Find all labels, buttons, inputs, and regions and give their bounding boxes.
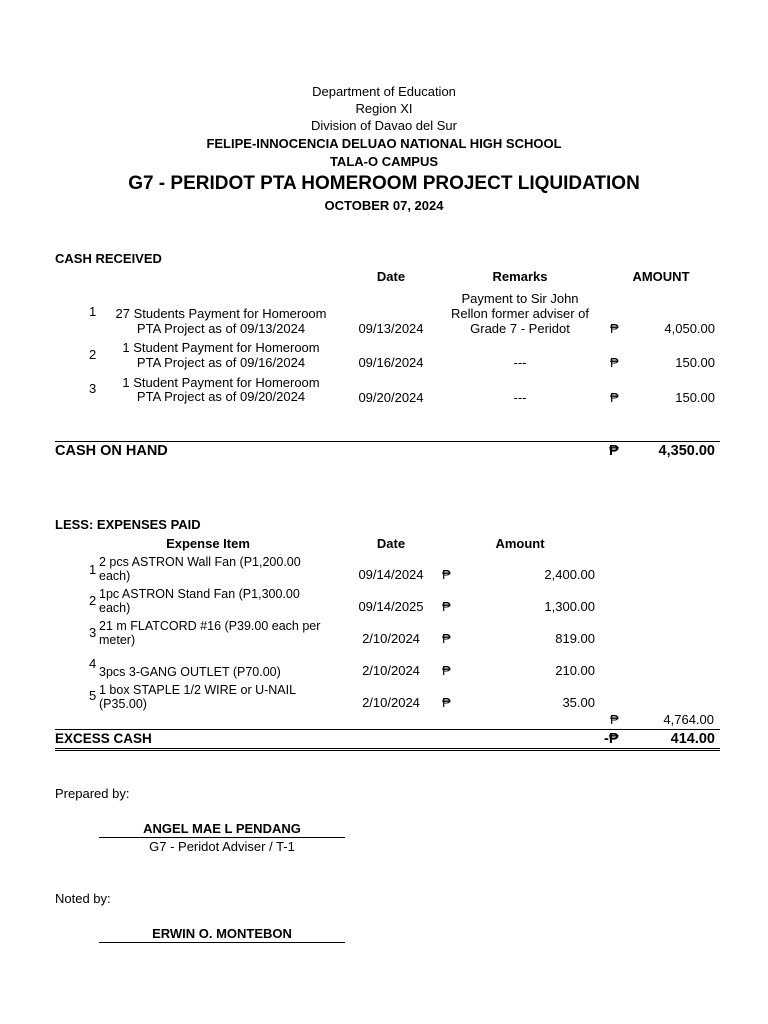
header-region: Region XI xyxy=(355,101,413,116)
row-number: 3 xyxy=(89,625,97,640)
row-number: 2 xyxy=(89,593,97,608)
peso-sign: ₱ xyxy=(442,567,451,582)
expense-amount: 1,300.00 xyxy=(544,599,595,614)
row-date: 09/20/2024 xyxy=(358,390,424,405)
peso-sign: ₱ xyxy=(609,443,619,459)
expense-date: 09/14/2025 xyxy=(358,599,424,614)
expense-item-line2: meter) xyxy=(99,633,136,647)
cash-on-hand-total: 4,350.00 xyxy=(658,443,715,459)
row-remarks-line3: Grade 7 - Peridot xyxy=(470,321,570,336)
col-header-expense-item: Expense Item xyxy=(166,536,250,551)
row-amount: 4,050.00 xyxy=(664,321,715,336)
prepared-by-name: ANGEL MAE L PENDANG xyxy=(143,821,301,836)
document-title: G7 - PERIDOT PTA HOMEROOM PROJECT LIQUIDATION xyxy=(128,173,640,194)
expense-item-line2: each) xyxy=(99,569,131,583)
expense-amount: 35.00 xyxy=(562,695,595,710)
expense-amount: 819.00 xyxy=(555,631,595,646)
divider-line xyxy=(55,748,720,749)
expenses-label: LESS: EXPENSES PAID xyxy=(55,517,201,532)
expense-item-line2: (P35.00) xyxy=(99,697,147,711)
peso-sign: ₱ xyxy=(442,631,451,646)
expense-item-line1: 2 pcs ASTRON Wall Fan (P1,200.00 xyxy=(99,555,301,569)
row-remarks: --- xyxy=(513,390,527,405)
expense-date: 2/10/2024 xyxy=(362,663,420,678)
row-date: 09/16/2024 xyxy=(358,355,424,370)
row-number: 1 xyxy=(89,304,97,319)
expense-item-line2: 3pcs 3-GANG OUTLET (P70.00) xyxy=(99,665,281,679)
expense-item-line2: each) xyxy=(99,601,131,615)
divider-line xyxy=(55,729,720,730)
signature-line xyxy=(99,837,345,838)
row-date: 09/13/2024 xyxy=(358,321,424,336)
row-remarks: --- xyxy=(513,355,527,370)
document-date: OCTOBER 07, 2024 xyxy=(324,198,444,213)
expense-date: 09/14/2024 xyxy=(358,567,424,582)
row-remarks-line2: Rellon former adviser of xyxy=(451,306,589,321)
row-remarks-line1: Payment to Sir John xyxy=(461,291,579,306)
header-campus: TALA-O CAMPUS xyxy=(329,154,439,169)
peso-sign: ₱ xyxy=(610,321,619,336)
divider-line xyxy=(55,750,720,751)
row-amount: 150.00 xyxy=(675,355,715,370)
excess-cash-amount: 414.00 xyxy=(670,731,715,747)
excess-currency: -₱ xyxy=(604,731,619,747)
row-description-line1: 27 Students Payment for Homeroom xyxy=(115,306,327,321)
noted-by-name: ERWIN O. MONTEBON xyxy=(152,926,292,941)
col-header-remarks: Remarks xyxy=(492,269,548,284)
row-description-line2: PTA Project as of 09/20/2024 xyxy=(136,389,306,404)
row-number: 5 xyxy=(89,688,97,703)
expense-date: 2/10/2024 xyxy=(362,695,420,710)
row-description-line2: PTA Project as of 09/16/2024 xyxy=(136,355,306,370)
expense-date: 2/10/2024 xyxy=(362,631,420,646)
row-number: 1 xyxy=(89,562,97,577)
noted-by-label: Noted by: xyxy=(55,891,111,906)
expense-item-line1: 1 box STAPLE 1/2 WIRE or U-NAIL xyxy=(99,683,297,697)
row-amount: 150.00 xyxy=(675,390,715,405)
peso-sign: ₱ xyxy=(610,712,619,727)
col-header-expense-amount: Amount xyxy=(495,536,545,551)
peso-sign: ₱ xyxy=(442,599,451,614)
header-department: Department of Education xyxy=(312,84,456,99)
peso-sign: ₱ xyxy=(442,695,451,710)
row-number: 4 xyxy=(89,656,97,671)
row-number: 2 xyxy=(89,347,97,362)
expenses-total: 4,764.00 xyxy=(663,712,714,727)
cash-on-hand-label: CASH ON HAND xyxy=(55,443,168,459)
row-number: 3 xyxy=(89,381,97,396)
row-description-line2: PTA Project as of 09/13/2024 xyxy=(136,321,306,336)
prepared-by-title: G7 - Peridot Adviser / T-1 xyxy=(149,839,295,854)
signature-line xyxy=(99,942,345,943)
peso-sign: ₱ xyxy=(610,355,619,370)
row-description-line1: 1 Student Payment for Homeroom xyxy=(122,375,320,390)
expense-item-line1: 1pc ASTRON Stand Fan (P1,300.00 xyxy=(99,587,300,601)
header-school: FELIPE-INNOCENCIA DELUAO NATIONAL HIGH SCHOOL xyxy=(206,136,562,151)
col-header-expense-date: Date xyxy=(376,536,406,551)
excess-cash-label: EXCESS CASH xyxy=(55,731,152,746)
col-header-amount: AMOUNT xyxy=(632,269,690,284)
peso-sign: ₱ xyxy=(610,390,619,405)
prepared-by-label: Prepared by: xyxy=(55,786,130,801)
header-division: Division of Davao del Sur xyxy=(311,118,457,133)
peso-sign: ₱ xyxy=(442,663,451,678)
col-header-date: Date xyxy=(376,269,406,284)
expense-item-line1: 21 m FLATCORD #16 (P39.00 each per xyxy=(99,619,321,633)
expense-amount: 210.00 xyxy=(555,663,595,678)
expense-amount: 2,400.00 xyxy=(544,567,595,582)
cash-received-label: CASH RECEIVED xyxy=(55,251,162,266)
divider-line xyxy=(55,441,720,442)
row-description-line1: 1 Student Payment for Homeroom xyxy=(122,340,320,355)
